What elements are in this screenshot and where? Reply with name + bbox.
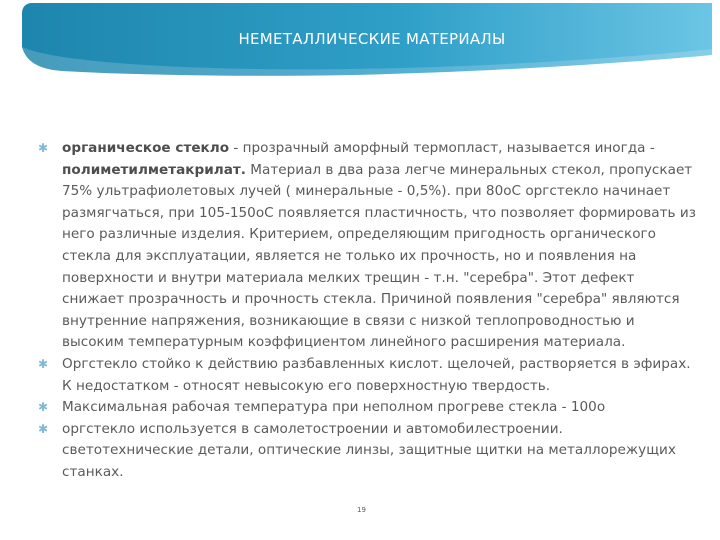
term-organic-glass: органическое стекло: [62, 140, 230, 156]
list-item: [36, 397, 698, 419]
list-item: [36, 419, 698, 484]
page-title: НЕМЕТАЛЛИЧЕСКИЕ МАТЕРИАЛЫ: [238, 30, 506, 48]
list-item: [36, 138, 698, 354]
list-item: [36, 354, 698, 397]
item-text: Оргстекло стойко к действию разбавленных кислот. щелочей, растворяется в эфирах. К недостатком - относят невысокую его поверхностную твердость.: [62, 355, 691, 394]
content-body: [36, 138, 698, 484]
term-pmma: полиметилметакрилат.: [62, 161, 246, 178]
asterisk-bullet-icon: ✱: [38, 356, 49, 371]
item-text: Максимальная рабочая температура при неполном прогреве стекла - 100о: [62, 399, 606, 416]
asterisk-bullet-icon: ✱: [38, 421, 49, 436]
asterisk-bullet-icon: ✱: [38, 141, 49, 155]
item-text: - прозрачный аморфный термопласт, называется иногда -: [229, 140, 655, 156]
item-text: Материал в два раза легче минеральных стекол, пропускает 75% ультрафиолетовых лучей ( минеральные - 0,5%). при 80оС оргстекло начинает размягчаться, при 105-150оС появляется пластичность, что позволяет формировать из него различные изделия. Критерием, определяющим пригодность органического стекла для эксплуатации, является не только их прочность, но и появления на поверхности и внутри материала мелких трещин - т.н. "серебра". Этот дефект снижает прозрачность и прочность стекла. Причиной появления "серебра" являются внутренние напряжения, возникающие в связи с низкой теплопроводностью и высоким температурным коэффициентом линейного расширения материала.: [62, 161, 696, 351]
page-number: 19: [357, 506, 366, 514]
asterisk-bullet-icon: ✱: [38, 400, 49, 415]
item-text: оргстекло используется в самолетостроении и автомобилестроении. светотехнические детали, оптические линзы, защитные щитки на металлорежущих станках.: [62, 420, 676, 480]
title-banner: [22, 3, 712, 79]
